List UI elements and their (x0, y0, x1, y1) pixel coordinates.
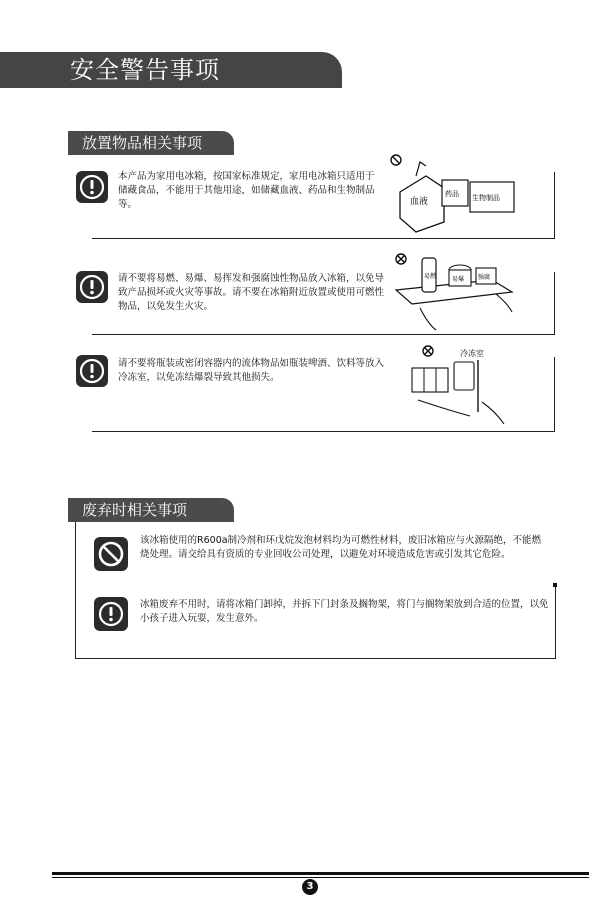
footer-rule-thin (52, 877, 589, 878)
disposal-text-2: 冰箱废弃不用时，请将冰箱门卸掉，并拆下门封条及搁物架，将门与搁物架放到合适的位置，以免小孩子进入玩耍，发生意外。 (140, 599, 549, 624)
section-tab-disposal (68, 498, 234, 522)
warning-text-1: 本产品为家用电冰箱，按国家标准规定，家用电冰箱只适用于储藏食品，不能用于其他用途，如储藏血液、药品和生物制品等。 (118, 171, 375, 210)
warning-exclamation-icon (94, 597, 128, 631)
warning-exclamation-icon (76, 355, 108, 387)
disposal-box-right-border (555, 585, 556, 659)
illus-label-blood: 血液 (410, 197, 429, 207)
section-title: 废弃时相关事项 (82, 501, 188, 519)
page-title: 安全警告事项 (70, 56, 220, 84)
warning-text-2: 请不要将易燃、易爆、易挥发和强腐蚀性物品放入冰箱，以免导致产品损坏或火灾等事故。请不要在冰箱附近放置或使用可燃性物品，以免发生火灾。 (118, 273, 385, 312)
illus-label-freezer: 冷冻室 (460, 349, 484, 358)
illus-label-corrosive: 强腐 (478, 274, 491, 281)
illustration-storage-items (386, 152, 526, 234)
illustration-flammable-items (392, 250, 518, 334)
illustration-freezer-bottles (408, 342, 512, 428)
warning-exclamation-icon (76, 271, 108, 303)
warning-exclamation-icon (76, 171, 108, 203)
box-corner-marker (553, 583, 557, 587)
section-title: 放置物品相关事项 (82, 134, 203, 152)
illus-label-flammable: 易燃 (424, 273, 437, 280)
page-number: 3 (302, 879, 318, 895)
warning-text-3: 请不要将瓶装或密闭容器内的流体物品如瓶装啤酒、饮料等放入冷冻室，以免冻结爆裂导致其他损失。 (118, 358, 385, 383)
section-tab-placement (68, 131, 234, 155)
illus-label-medicine: 药品 (445, 190, 459, 198)
prohibited-icon (94, 537, 128, 571)
illus-label-explosive: 易爆 (452, 276, 465, 283)
illus-label-bio: 生物制品 (472, 194, 500, 202)
disposal-text-1: 该冰箱使用的R600a制冷剂和环戊烷发泡材料均为可燃性材料，废旧冰箱应与火源隔绝，不能燃烧处理。请交给具有资质的专业回收公司处理，以避免对环境造成危害或引发其它危险。 (140, 535, 542, 560)
footer-rule-thick (52, 872, 589, 875)
disposal-box-bottom-border (75, 658, 556, 659)
disposal-box-left-border (75, 522, 76, 659)
